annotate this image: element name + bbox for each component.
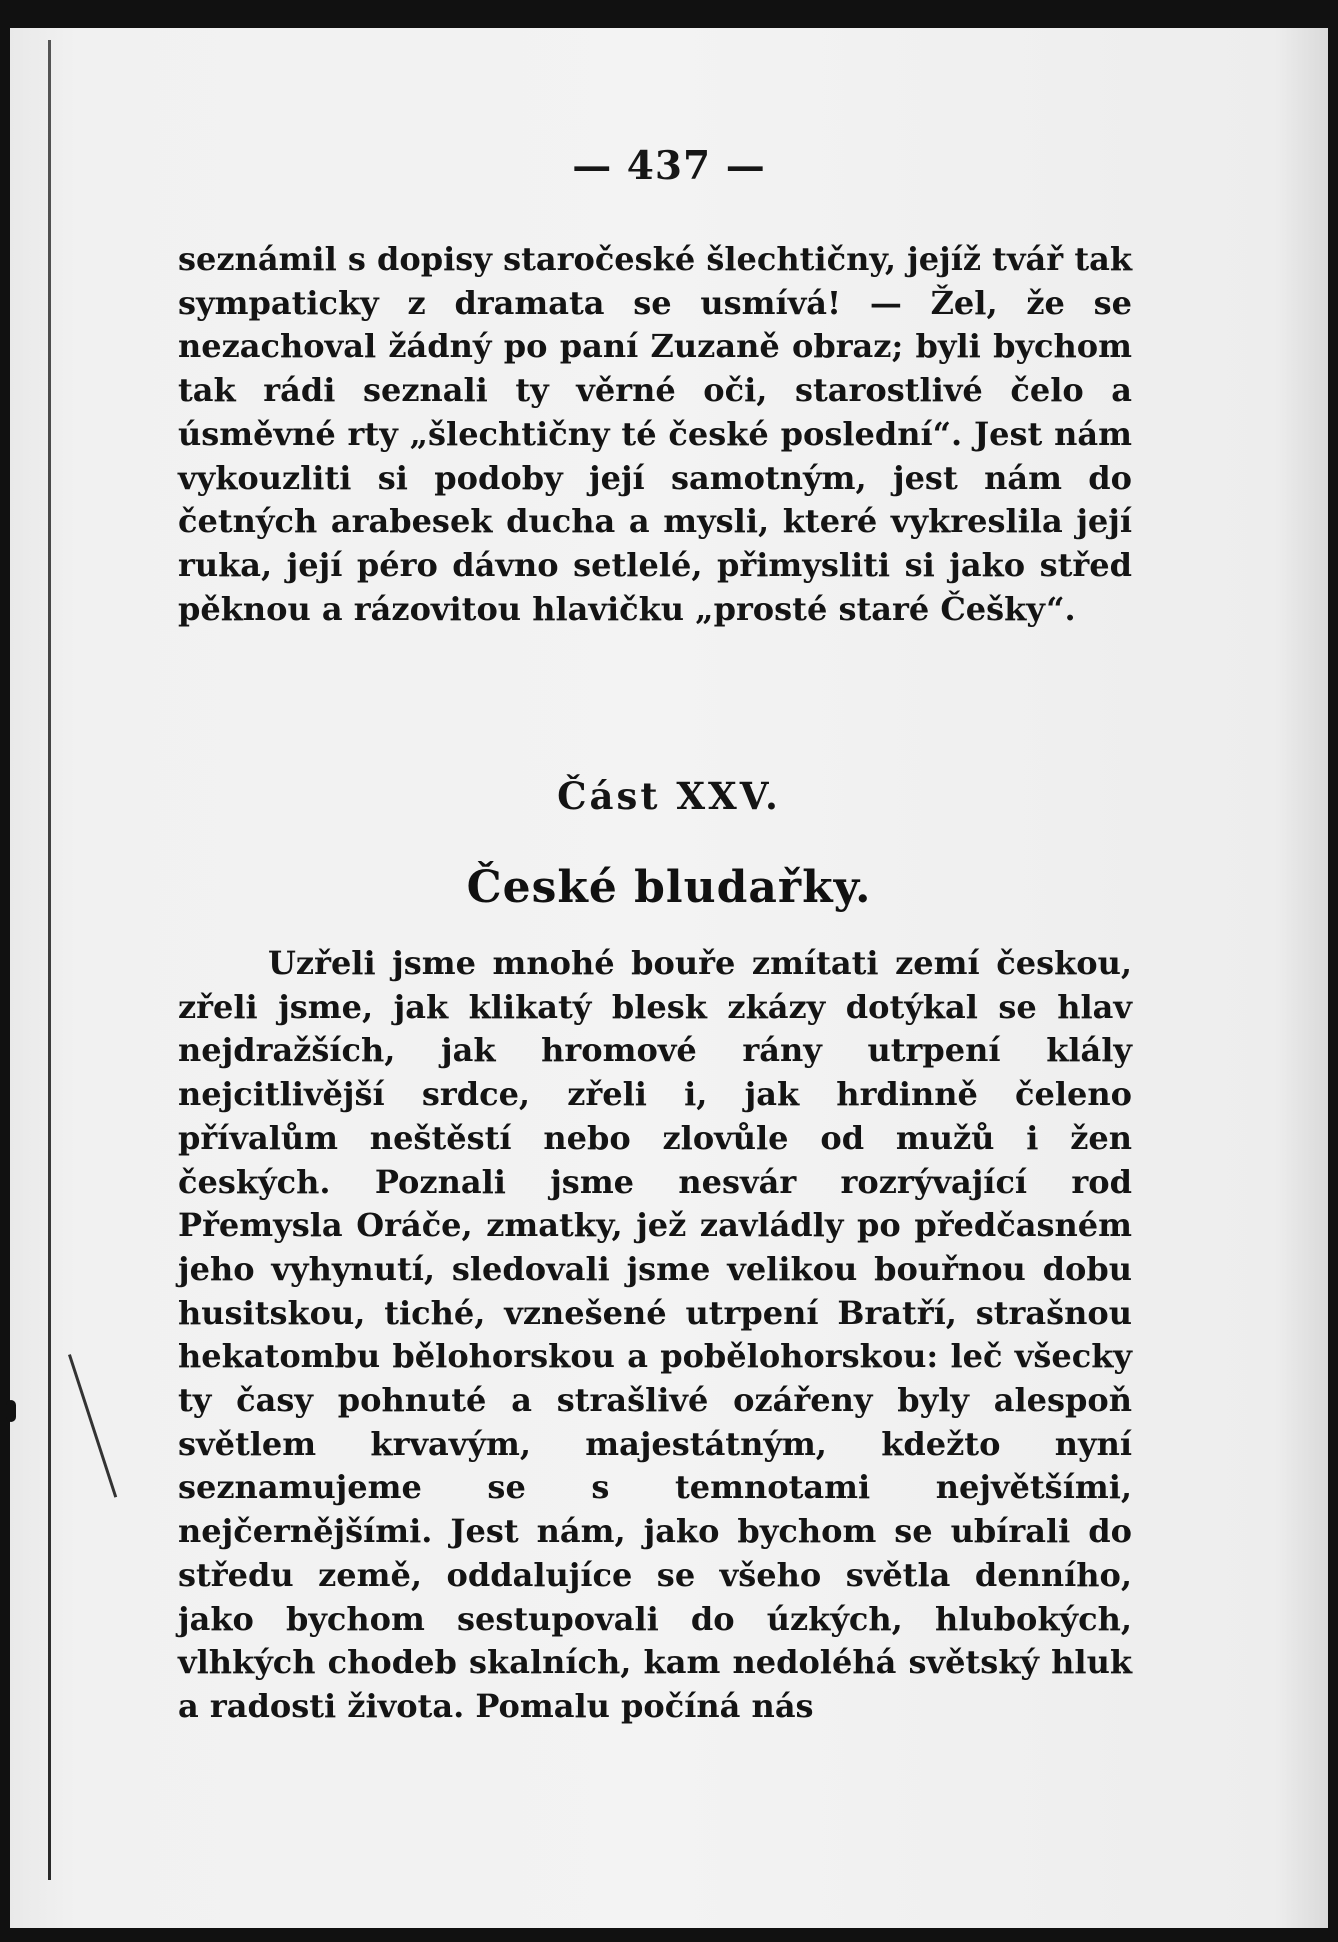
- binding-gutter-line: [48, 40, 51, 1880]
- part-title: Část XXV.: [557, 774, 781, 818]
- intro-paragraph: seznámil s dopisy staročeské šlechtičny, jejíž tvář tak sympaticky z dramata se usmívá! — Žel, že se nezachoval žádný po paní Zuzaně obraz; byli bychom tak rádi seznali ty věrné oči, starostlivé čelo a úsměvné rty „šlechtičny té české poslední“. Jest nám vykouzliti si podoby její samotným, jest nám do četných arabesek ducha a mysli, které vykreslila její ruka, její péro dávno setlelé, přimysliti si jako střed pěknou a rázovitou hlavičku „prosté staré Češky“.: [178, 240, 1132, 628]
- page-number: — 437 —: [572, 143, 766, 189]
- binding-dot: [6, 1400, 16, 1422]
- chapter-title: České bludařky.: [466, 862, 872, 913]
- main-paragraph: Uzřeli jsme mnohé bouře zmítati zemí českou, zřeli jsme, jak klikatý blesk zkázy dotýkal se hlav nejdražších, jak hromové rány utrpení klály nejcitlivější srdce, zřeli i, jak hrdinně čeleno přívalům neštěstí nebo zlovůle od mužů i žen českých. Poznali jsme nesvár rozrývající rod Přemysla Oráče, zmatky, jež zavládly po předčasném jeho vyhynutí, sledovali jsme velikou bouřnou dobu husitskou, tiché, vznešené utrpení Bratří, strašnou hekatombu bělohorskou a pobělohorskou: leč všecky ty časy pohnuté a strašlivé ozářeny byly alespoň světlem krvavým, majestátným, kdežto nyní seznamujeme se s temnotami největšími, nejčernějšími. Jest nám, jako bychom se ubírali do středu země, oddalujíce se všeho světla denního, jako bychom sestupovali do úzkých, hlubokých, vlhkých chodeb skalních, kam nedoléhá světský hluk a radosti života. Pomalu počíná nás: [178, 944, 1132, 1725]
